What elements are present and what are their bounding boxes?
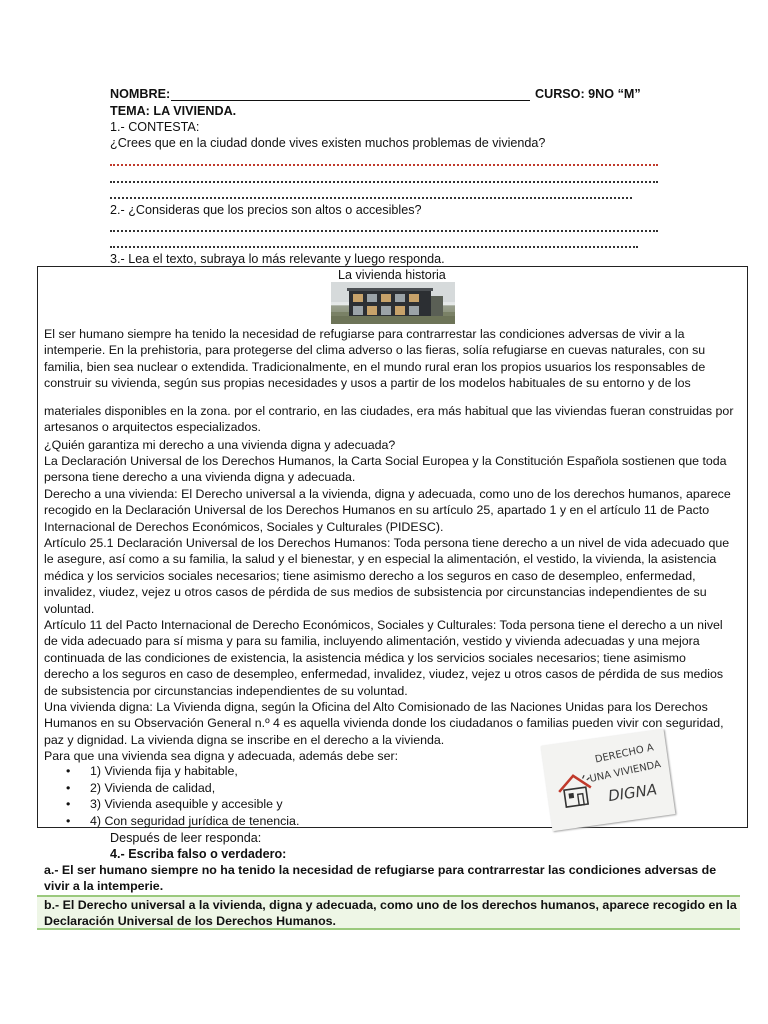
- q2-answer-line[interactable]: [110, 222, 658, 232]
- stamp-line-2: UNA VIVIENDA: [588, 759, 662, 785]
- paragraph-question: ¿Quién garantiza mi derecho a una vivienda digna y adecuada?: [44, 438, 396, 452]
- q2-answer-line[interactable]: [110, 238, 638, 248]
- paragraph-article-25: Artículo 25.1 Declaración Universal de los Derechos Humanos: Toda persona tiene derecho a un nivel de vida adecuado que le asegure, así como a su familia, la salud y el bienestar, y en especial la alimentación, el vestido, la vivienda, la asistencia médica y los servicios sociales necesarios; tiene asimismo derecho a los seguros en caso de desempleo, enfermedad, invalidez, viudez, vejez u otros casos de pérdida de sus medios de subsistencia por circunstancias independientes de su voluntad.: [44, 536, 730, 616]
- q4-heading: 4.- Escriba falso o verdadero:: [110, 847, 287, 861]
- nombre-blank-line[interactable]: [171, 100, 530, 101]
- q1-answer-line[interactable]: [110, 189, 632, 199]
- tema-title: TEMA: LA VIVIENDA.: [110, 104, 237, 118]
- statement-a: a.- El ser humano siempre no ha tenido la necesidad de refugiarse para contrarrestar las condiciones adversas de vivir a la intemperie.: [44, 863, 717, 894]
- list-item: • 1) Vivienda fija y habitable,: [62, 763, 299, 780]
- q1-answer-line[interactable]: [110, 156, 658, 166]
- paragraph-declaration: La Declaración Universal de los Derechos Humanos, la Carta Social Europea y la Constitución Española sostienen que toda persona tiene derecho a una vivienda digna y adecuada.: [44, 454, 727, 485]
- q2-question: 2.- ¿Consideras que los precios son altos o accesibles?: [110, 203, 422, 217]
- stamp-line-3: DIGNA: [606, 780, 659, 806]
- nombre-label: NOMBRE:: [110, 87, 171, 101]
- list-item: • 2) Vivienda de calidad,: [62, 780, 299, 797]
- paragraph-requirements-intro: Para que una vivienda sea digna y adecuada, además debe ser:: [44, 749, 399, 763]
- list-item: • 3) Vivienda asequible y accesible y: [62, 796, 299, 813]
- paragraph-history: El ser humano siempre ha tenido la necesidad de refugiarse para contrarrestar las condiciones adversas de vivir a la intemperie. En la prehistoria, para protegerse del clima adverso o las fieras, solía refugiarse en cuevas naturales, con su familia, bien sea nuclear o extendida. Tradicionalmente, en el mundo rural eran los propios usuarios los responsables de construir su vivienda, según sus propias necesidades y usos a partir de los modelos habituales de su entorno y de los: [44, 327, 706, 391]
- list-item: • 4) Con seguridad jurídica de tenencia.: [62, 813, 299, 830]
- paragraph-materials: materiales disponibles en la zona. por el contrario, en las ciudades, era más habitual que las viviendas fueran construidas por artesanos o arquitectos especializados.: [44, 404, 734, 435]
- paragraph-article-11: Artículo 11 del Pacto Internacional de Derecho Económicos, Sociales y Culturales: Toda persona tiene el derecho a un nivel de vida adecuado para sí misma y para su familia, incluyendo alimentación, vestido y vivienda adecuadas y una mejora continuada de las condiciones de existencia, la asistencia médica y los servicios sociales necesarios; tiene asimismo derecho a los seguros en caso de desempleo, enfermedad, invalidez, viudez, vejez u otros casos de pérdida de sus medios de subsistencia por circunstancias independientes de su voluntad.: [44, 618, 724, 698]
- requirements-list: [62, 763, 299, 829]
- paragraph-right: Derecho a una vivienda: El Derecho universal a la vivienda, digna y adecuada, como uno de los derechos humanos, aparece recogido en la Declaración Universal de los Derechos Humanos en su artículo 25, apartado 1 y en el artículo 11 de Pacto Internacional de Derechos Económicos, Sociales y Culturales (PIDESC).: [44, 487, 731, 534]
- q1-answer-line[interactable]: [110, 173, 658, 183]
- modern-house-icon: [331, 282, 455, 324]
- stamp-line-1: DERECHO A: [594, 742, 655, 766]
- paragraph-dignified: Una vivienda digna: La Vivienda digna, según la Oficina del Alto Comisionado de las Naciones Unidas para los Derechos Humanos en su Observación General n.º 4 es aquella vivienda donde los ciudadanos o familias pueden vivir con seguridad, paz y dignidad. La vivienda digna se inscribe en el derecho a la vivienda.: [44, 700, 724, 747]
- q1-heading: 1.- CONTESTA:: [110, 120, 200, 134]
- q3-instruction: 3.- Lea el texto, subraya lo más relevante y luego responda.: [110, 252, 445, 266]
- q1-question: ¿Crees que en la ciudad donde vives existen muchos problemas de vivienda?: [110, 136, 546, 150]
- statement-b: b.- El Derecho universal a la vivienda, digna y adecuada, como uno de los derechos humanos, aparece recogido en la Declaración Universal de los Derechos Humanos.: [44, 898, 737, 929]
- after-intro: Después de leer responda:: [110, 831, 262, 845]
- digna-stamp: [541, 729, 676, 831]
- house-photo: [331, 282, 455, 324]
- reading-title: La vivienda historia: [338, 268, 446, 282]
- curso-label: CURSO: 9NO “M”: [535, 87, 641, 101]
